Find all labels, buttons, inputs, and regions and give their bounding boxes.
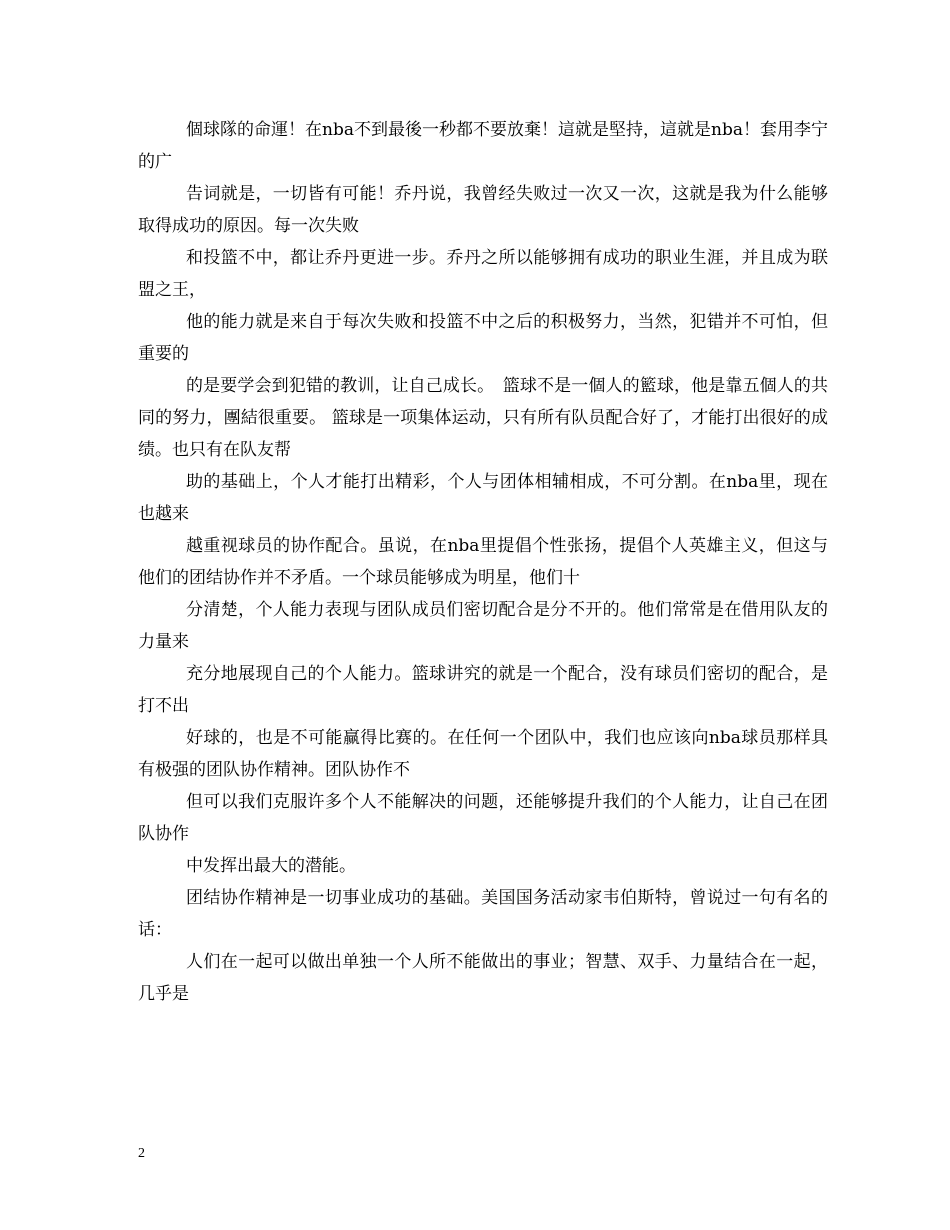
paragraph-8: 分清楚，个人能力表现与团队成员们密切配合是分不开的。他们常常是在借用队友的力量来	[138, 600, 828, 652]
paragraph-10: 好球的，也是不可能赢得比赛的。在任何一个团队中，我们也应该向nba球员那样具有极强的团队协作精神。团队协作不	[138, 728, 828, 780]
paragraph-5: 的是要学会到犯错的教训，让自己成长。 篮球不是一個人的籃球，他是靠五個人的共同的努力，團結很重要。 篮球是一项集体运动，只有所有队员配合好了，才能打出很好的成绩。也只有在队友帮	[138, 376, 828, 460]
paragraph-6: 助的基础上，个人才能打出精彩，个人与团体相辅相成，不可分割。在nba里，现在也越来	[138, 472, 828, 524]
paragraph-12: 中发挥出最大的潜能。	[186, 856, 356, 876]
paragraph-2: 告词就是，一切皆有可能！乔丹说，我曾经失败过一次又一次，这就是我为什么能够取得成功的原因。每一次失败	[138, 184, 828, 236]
paragraph-11: 但可以我们克服许多个人不能解决的问题，还能够提升我们的个人能力，让自己在团队协作	[138, 792, 828, 844]
paragraph-14: 人们在一起可以做出单独一个人所不能做出的事业；智慧、双手、力量结合在一起，几乎是	[138, 952, 828, 1004]
paragraph-13: 团结协作精神是一切事业成功的基础。美国国务活动家韦伯斯特，曾说过一句有名的话：	[138, 888, 828, 940]
document-body	[138, 114, 828, 1010]
paragraph-1: 個球隊的命運！在nba不到最後一秒都不要放棄！這就是堅持，這就是nba！套用李宁的广	[138, 120, 828, 172]
paragraph-3: 和投篮不中，都让乔丹更进一步。乔丹之所以能够拥有成功的职业生涯，并且成为联盟之王，	[138, 248, 828, 300]
paragraph-4: 他的能力就是来自于每次失败和投篮不中之后的积极努力，当然，犯错并不可怕，但重要的	[138, 312, 828, 364]
paragraph-9: 充分地展现自己的个人能力。篮球讲究的就是一个配合，没有球员们密切的配合，是打不出	[138, 664, 828, 716]
paragraph-7: 越重视球员的协作配合。虽说，在nba里提倡个性张扬，提倡个人英雄主义，但这与他们的团结协作并不矛盾。一个球员能够成为明星，他们十	[138, 536, 828, 588]
page-number: 2	[138, 1146, 145, 1161]
